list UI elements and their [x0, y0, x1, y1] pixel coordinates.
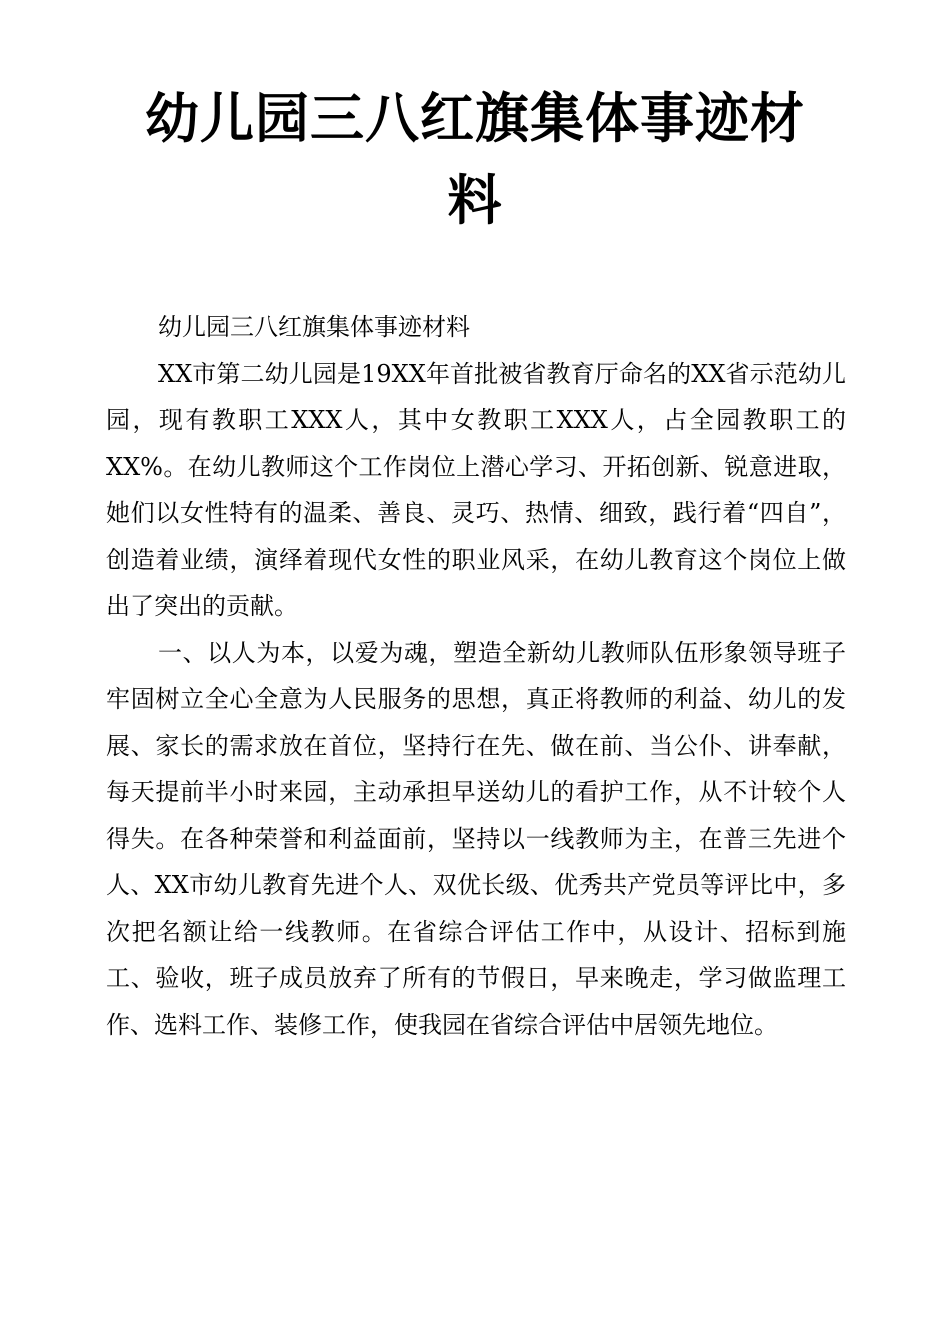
document-body — [106, 304, 846, 1048]
document-title: 幼儿园三八红旗集体事迹材料 — [145, 87, 805, 232]
body-paragraph-section-one: 一、以人为本，以爱为魂，塑造全新幼儿教师队伍形象领导班子牢固树立全心全意为人民服务的思想，真正将教师的利益、幼儿的发展、家长的需求放在首位，坚持行在先、做在前、当公仆、讲奉献，每天提前半小时来园，主动承担早送幼儿的看护工作，从不计较个人得失。在各种荣誉和利益面前，坚持以一线教师为主，在普三先进个人、XX市幼儿教育先进个人、双优长级、优秀共产党员等评比中，多次把名额让给一线教师。在省综合评估工作中，从设计、招标到施工、验收，班子成员放弃了所有的节假日，早来晚走，学习做监理工作、选料工作、装修工作，使我园在省综合评估中居领先地位。 — [106, 638, 846, 1039]
body-paragraph-heading: 幼儿园三八红旗集体事迹材料 — [158, 313, 470, 341]
body-paragraph-intro: XX市第二幼儿园是19XX年首批被省教育厅命名的XX省示范幼儿园，现有教职工XXX人，其中女教职工XXX人，占全园教职工的XX%。在幼儿教师这个工作岗位上潜心学习、开拓创新、锐意进取，她们以女性特有的温柔、善良、灵巧、热情、细致，践行着“四自”，创造着业绩，演绎着现代女性的职业风采，在幼儿教育这个岗位上做出了突出的贡献。 — [106, 359, 846, 620]
